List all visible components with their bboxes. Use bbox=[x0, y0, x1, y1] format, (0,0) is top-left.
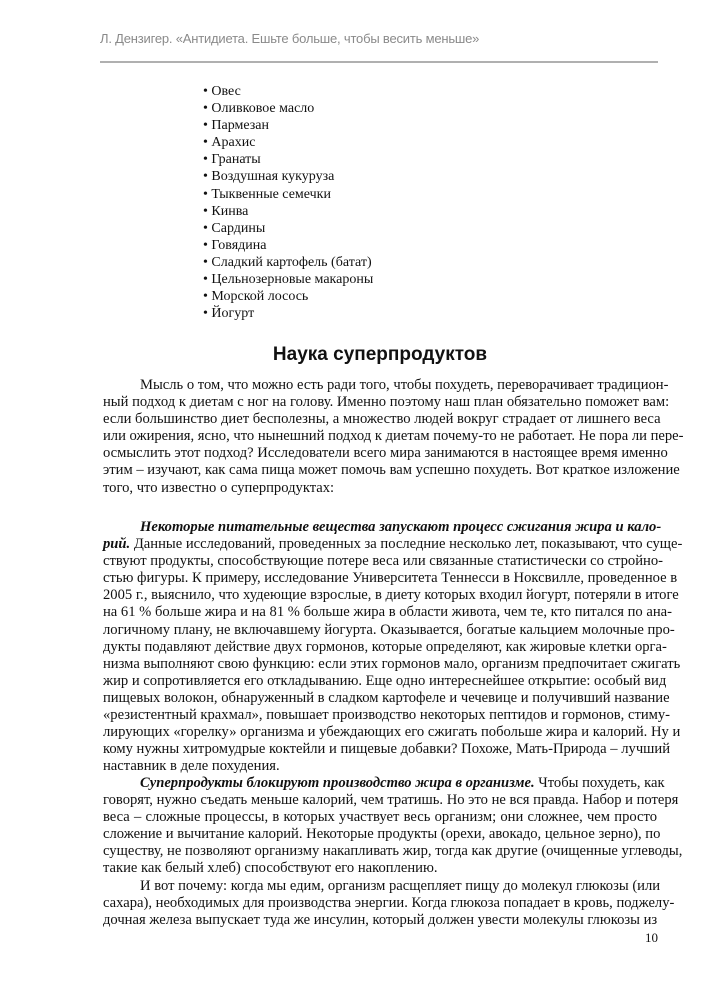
list-item: • Овес bbox=[203, 84, 241, 99]
line-text: лирующих «горелку» организма и убеждающих его сжигать побольше жира и калорий. Ну и bbox=[103, 724, 681, 741]
text-line bbox=[103, 724, 681, 741]
line-text: сложение и вычитание калорий. Некоторые продукты (орехи, авокадо, цельное зерно), по bbox=[103, 826, 661, 843]
text-line bbox=[103, 587, 679, 604]
line-text: этим – изучают, как сама пища может помочь вам успешно похудеть. Вот краткое изложение bbox=[103, 462, 680, 479]
line-text: логичному плану, не включавшему йогурта. Оказывается, богатые кальцием молочные про- bbox=[103, 621, 675, 638]
text-line bbox=[103, 519, 662, 536]
text-line bbox=[103, 912, 657, 929]
text-line bbox=[103, 462, 680, 479]
text-line bbox=[103, 878, 661, 895]
line-text: сахара), необходимых для производства энергии. Когда глюкоза попадает в кровь, поджелу- bbox=[103, 895, 675, 912]
list-item: • Говядина bbox=[203, 237, 267, 253]
line-text: ствуют продукты, способствующие потере веса или связанные статистически со стройно- bbox=[103, 553, 663, 570]
text-line bbox=[103, 895, 675, 912]
paragraph-fat-blocking bbox=[103, 775, 683, 878]
text-line bbox=[103, 638, 667, 656]
list-item: • Арахис bbox=[203, 135, 256, 151]
text-line bbox=[103, 570, 678, 587]
line-text: на 61 % больше жира и на 81 % больше жира в области живота, чем те, кто питался по ана- bbox=[103, 604, 672, 621]
text-line bbox=[103, 411, 661, 428]
line-text: говорят, нужно съедать меньше калорий, чем тратишь. Но это не вся правда. Набор и потеря bbox=[103, 792, 679, 809]
line-text: жир и сопротивляется его откладыванию. Еще одно интереснейшее открытие: особый вид bbox=[103, 672, 667, 689]
bold-italic-lead: Суперпродукты блокируют производство жира в организме. bbox=[140, 775, 535, 791]
superfood-list bbox=[203, 83, 373, 322]
bold-italic-lead: Некоторые питательные вещества запускают процесс сжигания жира и кало- bbox=[140, 519, 662, 535]
line-text: дукты подавляют действие двух гормонов, которые определяют, как жировые клетки орга- bbox=[103, 638, 667, 655]
text-line bbox=[103, 428, 684, 445]
line-text: пищевых волокон, обнаруженный в сладком картофеле и чечевице и получивший название bbox=[103, 689, 670, 706]
text-line bbox=[103, 741, 671, 758]
line-text: кому нужны хитромудрые коктейли и пищевые добавки? Похоже, Мать-Природа – лучший bbox=[103, 741, 671, 758]
text-line bbox=[103, 553, 663, 570]
paragraph-nutrients bbox=[103, 519, 683, 775]
text-line bbox=[103, 826, 661, 843]
list-item: • Оливковое масло bbox=[203, 101, 315, 117]
line-text: такие как белый хлеб) способствуют его накоплению. bbox=[103, 860, 438, 877]
line-text: наставник в деле похудения. bbox=[103, 758, 280, 775]
text-line bbox=[103, 843, 683, 860]
section-title: Наука суперпродуктов bbox=[272, 344, 488, 365]
header-divider bbox=[100, 61, 658, 63]
line-text: веса – сложные процессы, в которых участвует весь организм; они сложнее, чем просто bbox=[103, 809, 657, 826]
text-line bbox=[103, 480, 657, 497]
line-text: Данные исследований, проведенных за последние несколько лет, показывают, что суще- bbox=[130, 536, 683, 553]
text-line bbox=[103, 672, 667, 690]
line-text: или ожирения, ясно, что нынешний подход к диетам почему-то не работает. Не пора ли пере- bbox=[103, 428, 684, 445]
line-text: низма выполняют свою функцию: если этих гормонов мало, организм предпочитает сжигать bbox=[103, 655, 681, 672]
text-line bbox=[103, 707, 671, 724]
text-line bbox=[103, 809, 657, 826]
list-item: • Сардины bbox=[203, 220, 266, 236]
paragraph-intro bbox=[103, 377, 684, 497]
text-line bbox=[103, 394, 670, 411]
text-line bbox=[103, 792, 679, 809]
line-text: если большинство диет бесполезны, а множество людей вокруг страдает от лишнего веса bbox=[103, 411, 661, 428]
text-line bbox=[103, 689, 670, 707]
list-item: • Тыквенные семечки bbox=[203, 186, 331, 202]
list-item: • Цельнозерновые макароны bbox=[203, 272, 374, 288]
line-text: Чтобы похудеть, как bbox=[534, 775, 665, 791]
line-text: стью фигуры. К примеру, исследование Университета Теннесси в Ноксвилле, проведенное в bbox=[103, 570, 678, 587]
line-text: И вот почему: когда мы едим, организм расщепляет пищу до молекул глюкозы (или bbox=[140, 878, 661, 894]
list-item: • Морской лосось bbox=[203, 289, 309, 305]
list-item: • Йогурт bbox=[203, 306, 255, 322]
text-line bbox=[103, 860, 657, 877]
paragraph-glucose bbox=[103, 878, 675, 929]
list-item: • Гранаты bbox=[203, 152, 261, 168]
text-line bbox=[103, 621, 675, 639]
text-line bbox=[103, 758, 657, 775]
line-text: дочная железа выпускает туда же инсулин, который должен увести молекулы глюкозы из bbox=[103, 912, 658, 929]
text-line bbox=[103, 655, 681, 673]
list-item: • Воздушная кукуруза bbox=[203, 169, 335, 185]
line-text: существу, не позволяют организму накапливать жир, тогда как другие (очищенные углеводы, bbox=[103, 843, 683, 860]
text-line bbox=[103, 377, 669, 394]
line-text: Мысль о том, что можно есть ради того, чтобы похудеть, переворачивает традицион- bbox=[140, 377, 669, 393]
text-line bbox=[103, 536, 683, 553]
text-line bbox=[103, 445, 668, 462]
page-number: 10 bbox=[645, 930, 658, 945]
line-text: того, что известно о суперпродуктах: bbox=[103, 479, 335, 496]
list-item: • Сладкий картофель (батат) bbox=[203, 254, 372, 270]
text-line bbox=[103, 775, 665, 792]
running-header: Л. Дензигер. «Антидиета. Ешьте больше, чтобы весить меньше» bbox=[100, 31, 480, 46]
bold-italic-lead: рий. bbox=[103, 536, 131, 553]
list-item: • Кинва bbox=[203, 203, 249, 219]
line-text: ный подход к диетам с ног на голову. Именно поэтому наш план обязательно поможет вам: bbox=[103, 394, 670, 411]
line-text: «резистентный крахмал», повышает производство некоторых пептидов и гормонов, стиму- bbox=[103, 707, 671, 724]
line-text: 2005 г., выяснило, что худеющие взрослые, в диету которых входил йогурт, потеряли в итоге bbox=[103, 587, 679, 604]
text-line bbox=[103, 604, 672, 621]
line-text: осмыслить этот подход? Исследователи всего мира занимаются в настоящее время именно bbox=[103, 445, 668, 462]
list-item: • Пармезан bbox=[203, 118, 269, 134]
